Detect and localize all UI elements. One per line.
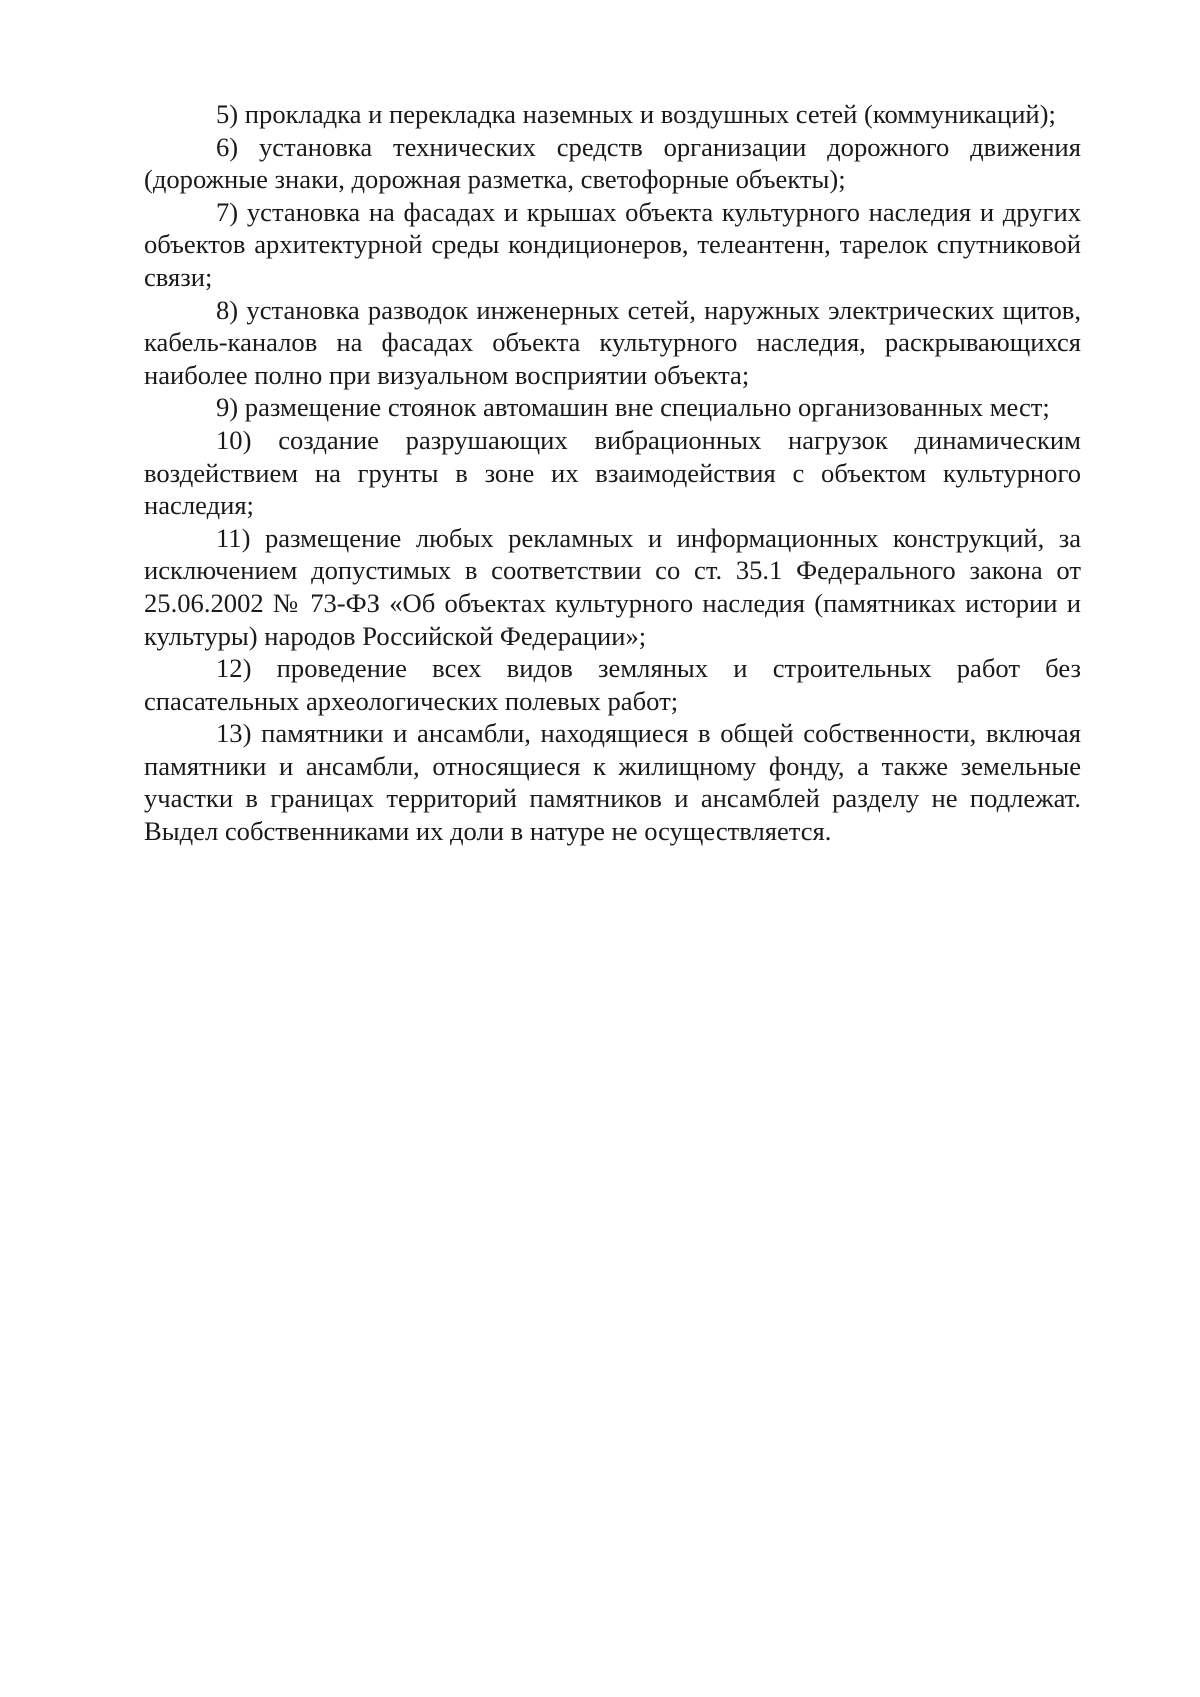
list-item-6: 6) установка технических средств организации дорожного движения (дорожные знаки, дорожная разметка, светофорные объекты); <box>144 131 1081 195</box>
document-body <box>144 98 1081 848</box>
list-item-10: 10) создание разрушающих вибрационных нагрузок динамическим воздействием на грунты в зоне их взаимодействия с объектом культурного наследия; <box>144 424 1081 521</box>
list-item-11: 11) размещение любых рекламных и информационных конструкций, за исключением допустимых в соответствии со ст. 35.1 Федерального закона от 25.06.2002 № 73-ФЗ «Об объектах культурного наследия (памятниках истории и культуры) народов Российской Федерации»; <box>144 522 1081 651</box>
list-item-5: 5) прокладка и перекладка наземных и воздушных сетей (коммуникаций); <box>216 99 1056 129</box>
list-item-13: 13) памятники и ансамбли, находящиеся в общей собственности, включая памятники и ансамбли, относящиеся к жилищному фонду, а также земельные участки в границах территорий памятников и ансамблей разделу не подлежат. Выдел собственниками их доли в натуре не осуществляется. <box>144 718 1081 847</box>
list-item-9: 9) размещение стоянок автомашин вне специально организованных мест; <box>216 392 1050 423</box>
list-item-12: 12) проведение всех видов земляных и строительных работ без спасательных археологических полевых работ; <box>144 653 1081 716</box>
list-item-8: 8) установка разводок инженерных сетей, наружных электрических щитов, кабель-каналов на фасадах объекта культурного наследия, раскрывающихся наиболее полно при визуальном восприятии объекта; <box>144 294 1081 390</box>
list-item-7: 7) установка на фасадах и крышах объекта культурного наследия и других объектов архитектурной среды кондиционеров, телеантенн, тарелок спутниковой связи; <box>144 196 1081 292</box>
